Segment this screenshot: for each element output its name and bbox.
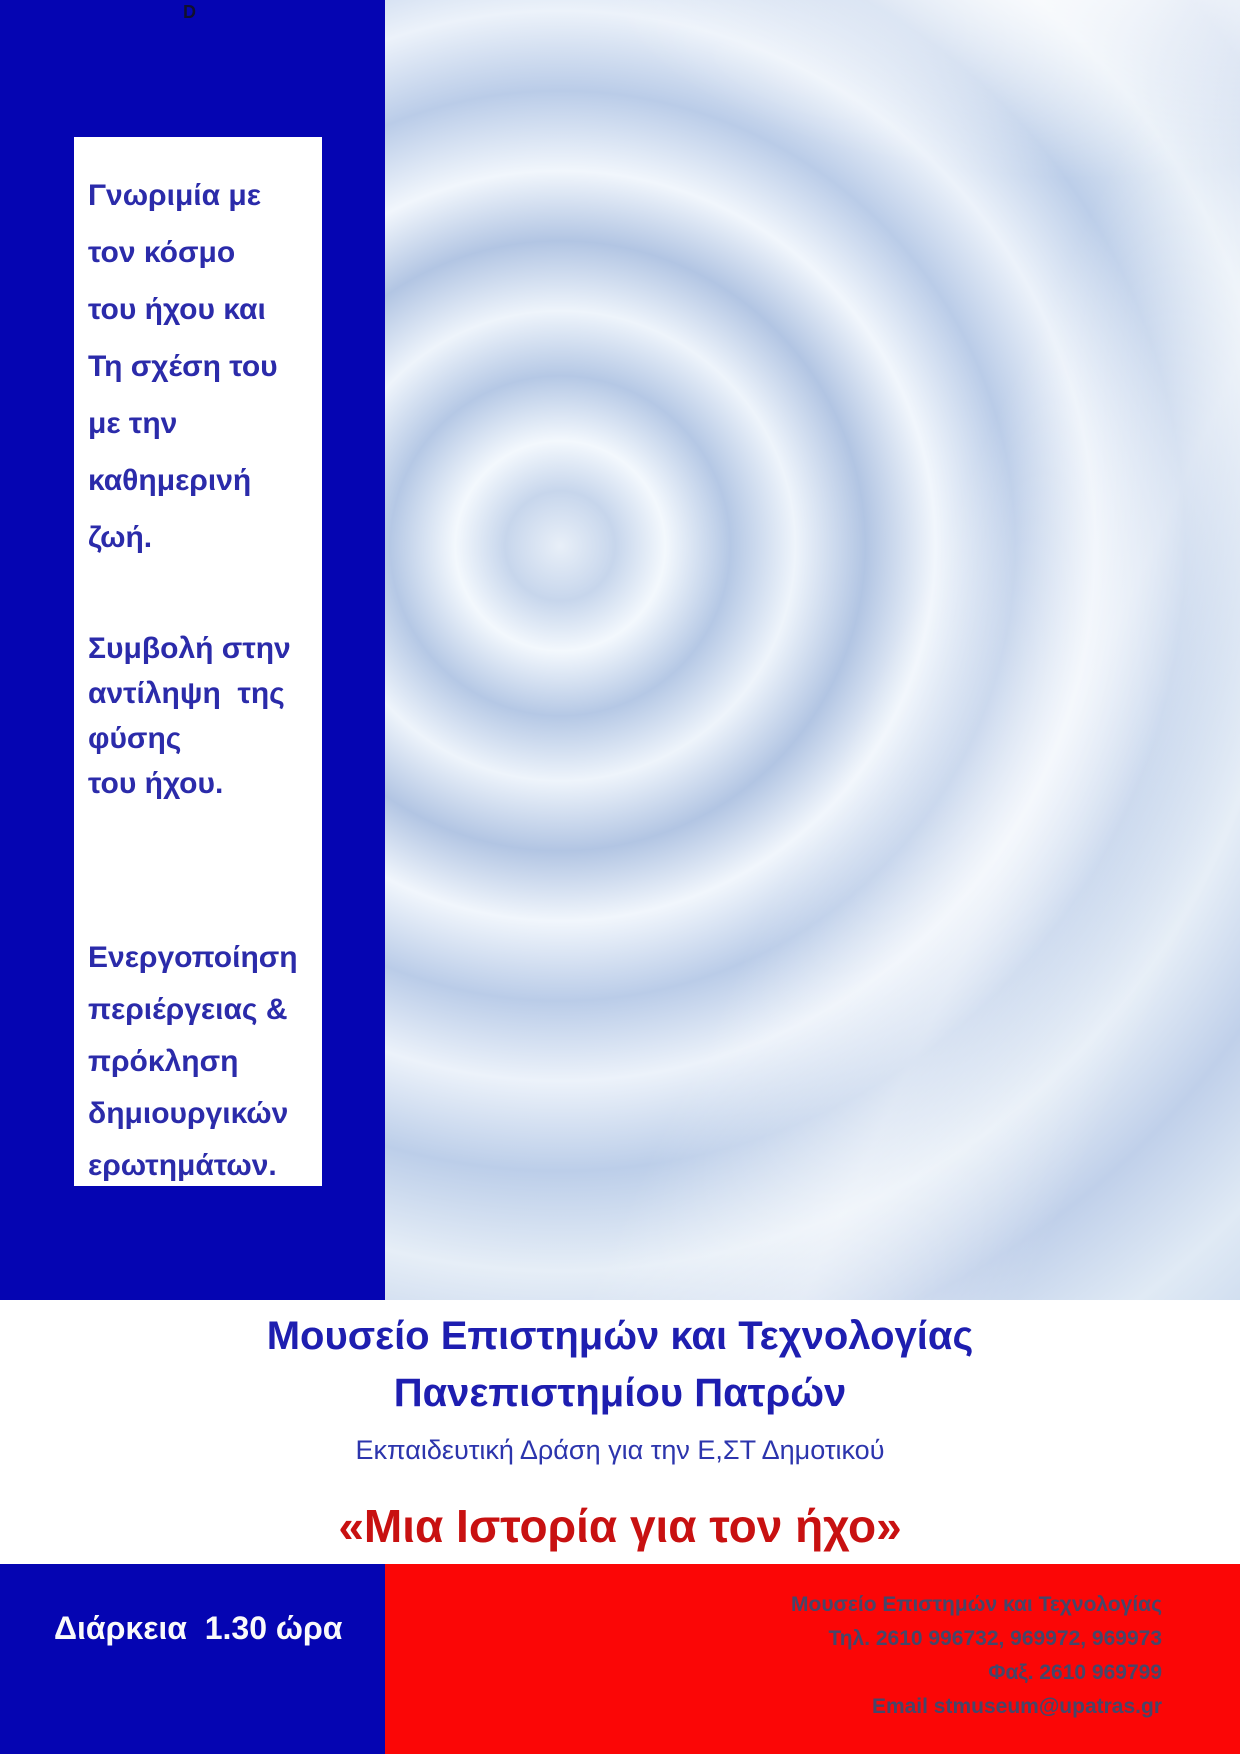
titles-section [0, 1300, 1240, 1564]
sidebar-line: Ενεργοποίηση [88, 941, 298, 974]
sidebar-line: με την [88, 407, 178, 440]
museum-title-line2: Πανεπιστημίου Πατρών [393, 1371, 847, 1415]
sidebar-line: τον κόσμο [88, 236, 236, 269]
sidebar-line: Γνωριμία με [88, 179, 262, 212]
contact-fax-line: Φαξ. 2610 969799 [988, 1661, 1162, 1684]
event-title: «Μια Ιστορία για τον ήχο» [338, 1500, 902, 1552]
footer-section [0, 1564, 1240, 1754]
sidebar-paragraph-2 [88, 626, 314, 806]
sidebar-paragraph-3 [88, 932, 314, 1192]
sidebar-line: πρόκληση [88, 1045, 239, 1078]
contact-phone-line: Τηλ. 2610 996732, 969972, 969973 [828, 1627, 1162, 1650]
museum-title-line1: Μουσείο Επιστημών και Τεχνολογίας [266, 1314, 974, 1358]
event-subtitle: Εκπαιδευτική Δράση για την Ε,ΣΤ Δημοτικού [355, 1435, 885, 1465]
contact-email-line: Email stmuseum@upatras.gr [871, 1695, 1162, 1718]
water-ripple-image [385, 0, 1240, 1300]
sidebar-line: περιέργειας & [88, 993, 288, 1026]
sidebar-info-card [74, 137, 322, 1186]
sidebar-line: του ήχου. [88, 767, 224, 800]
contact-museum-name: Μουσείο Επιστημών και Τεχνολογίας [791, 1593, 1162, 1616]
sidebar-line: δημιουργικών [88, 1097, 289, 1130]
sidebar-line: Συμβολή στην [88, 632, 291, 665]
sidebar-line: Τη σχέση του [88, 350, 278, 383]
sidebar-line: καθημερινή [88, 464, 252, 497]
sidebar-line: του ήχου και [88, 293, 266, 326]
sidebar-line: ερωτημάτων. [88, 1149, 277, 1182]
sidebar-paragraph-1 [88, 167, 314, 566]
stray-character: D [183, 2, 196, 22]
sidebar-line: ζωή. [88, 521, 153, 554]
sidebar-line: αντίληψη της [88, 677, 285, 710]
sidebar-line: φύσης [88, 722, 182, 755]
duration-block: Διάρκεια 1.30 ώρα [0, 1564, 385, 1754]
contact-block [385, 1564, 1240, 1754]
